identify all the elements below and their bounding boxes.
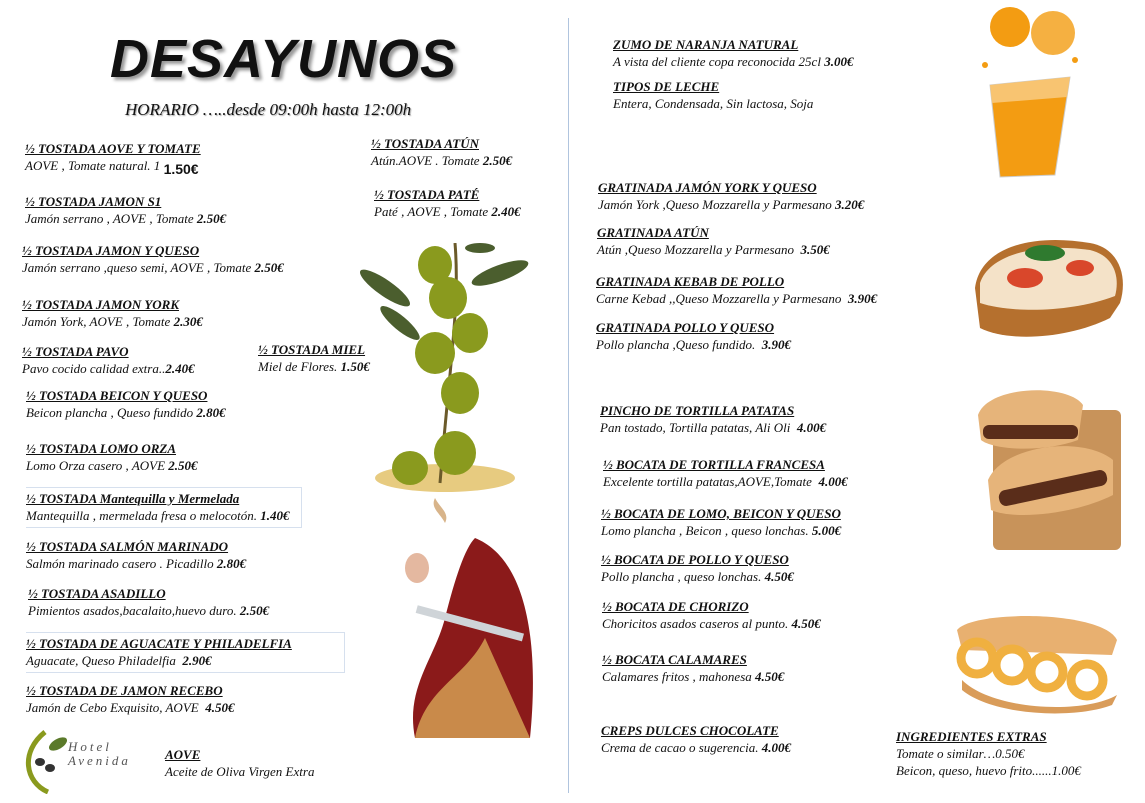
menu-item: ½ TOSTADA JAMON Y QUESO Jamón serrano ,queso semi, AOVE , Tomate 2.50€ [22,243,284,275]
menu-item: ½ BOCATA DE LOMO, BEICON Y QUESO Lomo plancha , Beicon , queso lonchas. 5.00€ [601,506,842,538]
extras-item: INGREDIENTES EXTRAS Tomate o similar…0.50€ Beicon, queso, huevo frito......1.00€ [896,729,1081,778]
page-title: DESAYUNOS [110,29,458,89]
menu-item: GRATINADA ATÚN Atún ,Queso Mozzarella y Parmesano 3.50€ [597,225,830,257]
menu-item: ½ TOSTADA ATÚN Atún.AOVE . Tomate 2.50€ [371,136,513,168]
menu-item: ½ TOSTADA BEICON Y QUESO Beicon plancha , Queso fundido 2.80€ [26,388,226,420]
orange-juice-image [975,5,1085,183]
menu-item: ½ TOSTADA Mantequilla y Mermelada Mantequilla , mermelada fresa o melocotón. 1.40€ [26,487,302,528]
column-divider [568,18,569,793]
menu-item: ½ TOSTADA DE JAMON RECEBO Jamón de Cebo Exquisito, AOVE 4.50€ [26,683,235,715]
hotel-logo-icon [20,722,75,794]
hotel-logo-text: Hotel Avenida [68,739,131,768]
menu-item: ½ TOSTADA MIEL Miel de Flores. 1.50€ [258,342,370,374]
menu-item: ½ TOSTADA ASADILLO Pimientos asados,bacalaito,huevo duro. 2.50€ [28,586,270,618]
menu-item: GRATINADA JAMÓN YORK Y QUESO Jamón York ,Queso Mozzarella y Parmesano 3.20€ [598,180,865,212]
menu-item: ½ TOSTADA DE AGUACATE Y PHILADELFIA Aguacate, Queso Philadelfia 2.90€ [26,632,345,673]
menu-item: ½ TOSTADA JAMON YORK Jamón York, AOVE , Tomate 2.30€ [22,297,203,329]
ham-image [405,538,545,740]
menu-item: ½ TOSTADA LOMO ORZA Lomo Orza casero , AOVE 2.50€ [26,441,198,473]
menu-item: ZUMO DE NARANJA NATURAL A vista del cliente copa reconocida 25cl 3.00€ [613,37,854,69]
menu-item: ½ TOSTADA SALMÓN MARINADO Salmón marinado casero . Picadillo 2.80€ [26,539,247,571]
menu-item: ½ TOSTADA PATÉ Paté , AOVE , Tomate 2.40€ [374,187,521,219]
menu-item: ½ TOSTADA AOVE Y TOMATE AOVE , Tomate natural. 1 1.50€ [25,141,201,177]
menu-item: ½ TOSTADA PAVO Pavo cocido calidad extra..2.40€ [22,344,195,376]
menu-item: ½ TOSTADA JAMON S1 Jamón serrano , AOVE , Tomate 2.50€ [25,194,227,226]
menu-item: GRATINADA POLLO Y QUESO Pollo plancha ,Queso fundido. 3.90€ [596,320,791,352]
calamares-image [952,610,1120,715]
creps-item: CREPS DULCES CHOCOLATE Crema de cacao o sugerencia. 4.00€ [601,723,792,755]
menu-item: ½ BOCATA DE CHORIZO Choricitos asados caseros al punto. 4.50€ [602,599,821,631]
olive-branch-image [360,243,530,533]
menu-item: ½ BOCATA CALAMARES Calamares fritos , mahonesa 4.50€ [602,652,785,684]
gratinada-image [970,228,1128,343]
sandwich-image [973,385,1121,550]
menu-item: TIPOS DE LECHE Entera, Condensada, Sin lactosa, Soja [613,79,814,111]
menu-item: PINCHO DE TORTILLA PATATAS Pan tostado, Tortilla patatas, Ali Oli 4.00€ [600,403,827,435]
schedule-text: HORARIO …..desde 09:00h hasta 12:00h [125,100,412,119]
aove-item: AOVE Aceite de Oliva Virgen Extra [165,747,315,779]
menu-item: GRATINADA KEBAB DE POLLO Carne Kebad ,,Queso Mozzarella y Parmesano 3.90€ [596,274,878,306]
menu-item: ½ BOCATA DE TORTILLA FRANCESA Excelente tortilla patatas,AOVE,Tomate 4.00€ [603,457,848,489]
menu-item: ½ BOCATA DE POLLO Y QUESO Pollo plancha , queso lonchas. 4.50€ [601,552,794,584]
